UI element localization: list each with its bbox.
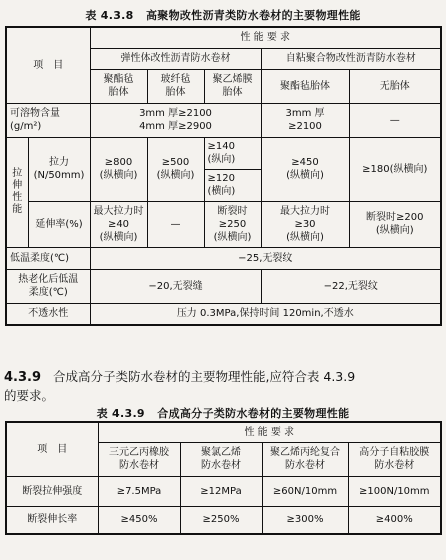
tension-value-a: ≥800 (纵横向): [90, 137, 147, 201]
tension-value-b: ≥500 (纵横向): [147, 137, 204, 201]
clause-4-3-9: [4, 368, 442, 405]
tension-value-c-transverse: ≥120 (横向): [204, 169, 261, 201]
table2-caption-title: 合成高分子类防水卷材的主要物理性能: [157, 407, 350, 420]
table-4-3-9: [5, 421, 442, 535]
elongation-value-c: 断裂时 ≥250 (纵横向): [204, 201, 261, 247]
tensile-strength-label: 断裂拉伸强度: [6, 476, 98, 506]
elongation-at-break-selfadhesive: ≥400%: [348, 506, 441, 534]
impermeability-value: 压力 0.3MPa,保持时间 120min,不透水: [90, 303, 441, 325]
table2-item-header: 项 目: [6, 422, 98, 476]
table1-col-polyester: 聚酯毡 胎体: [90, 69, 147, 103]
tensile-strength-selfadhesive: ≥100N/10mm: [348, 476, 441, 506]
elongation-label: 延伸率(%): [28, 201, 90, 247]
tension-value-c-longitudinal: ≥140 (纵向): [204, 137, 261, 169]
table1-col-glassfiber: 玻纤毡 胎体: [147, 69, 204, 103]
elongation-value-a: 最大拉力时 ≥40 (纵横向): [90, 201, 147, 247]
tension-label: 拉力 (N/50mm): [28, 137, 90, 201]
elongation-at-break-epdm: ≥450%: [98, 506, 180, 534]
tensile-strength-epdm: ≥7.5MPa: [98, 476, 180, 506]
soluble-content-label: 可溶物含量(g/m²): [6, 103, 90, 137]
elongation-value-e: 断裂时≥200 (纵横向): [349, 201, 441, 247]
elongation-at-break-label: 断裂伸长率: [6, 506, 98, 534]
table2-col-polymer-selfadhesive: 高分子自粘胶膜 防水卷材: [348, 442, 441, 476]
table1-item-header: 项 目: [6, 27, 90, 103]
low-temp-flexibility-label: 低温柔度(℃): [6, 247, 90, 269]
table1-caption-title: 高聚物改性沥青类防水卷材的主要物理性能: [145, 9, 361, 22]
tensile-properties-group-label: 拉 伸 性 能: [6, 137, 28, 247]
heat-aging-value-abc: −20,无裂缝: [90, 269, 261, 303]
table2-requirements-header: 性 能 要 求: [98, 422, 441, 442]
clause-text-line1: 合成高分子类防水卷材的主要物理性能,应符合表 4.3.9: [52, 369, 356, 384]
tensile-strength-pe-pp: ≥60N/10mm: [262, 476, 348, 506]
soluble-content-value-e: —: [349, 103, 441, 137]
table2-caption-number: 表 4.3.9: [96, 407, 145, 420]
table-4-3-8: [5, 26, 442, 326]
table1-group-b-header: 自粘聚合物改性沥青防水卷材: [261, 48, 441, 69]
impermeability-label: 不透水性: [6, 303, 90, 325]
soluble-content-value-a: 3mm 厚≥2100 4mm 厚≥2900: [90, 103, 261, 137]
table2-col-epdm: 三元乙丙橡胶 防水卷材: [98, 442, 180, 476]
table1-caption: [0, 7, 446, 23]
clause-text-line2: 的要求。: [4, 388, 55, 403]
elongation-value-b: —: [147, 201, 204, 247]
table2-col-pe-pp-composite: 聚乙烯丙纶复合 防水卷材: [262, 442, 348, 476]
table1-col-no-base: 无胎体: [349, 69, 441, 103]
table1-requirements-header: 性 能 要 求: [90, 27, 441, 48]
soluble-content-value-d: 3mm 厚 ≥2100: [261, 103, 349, 137]
table1-col-polyethylene: 聚乙烯膜 胎体: [204, 69, 261, 103]
table2-caption: [0, 405, 446, 421]
elongation-at-break-pvc: ≥250%: [180, 506, 262, 534]
elongation-value-d: 最大拉力时 ≥30 (纵横向): [261, 201, 349, 247]
table2-col-pvc: 聚氯乙烯 防水卷材: [180, 442, 262, 476]
low-temp-flexibility-value: −25,无裂纹: [90, 247, 441, 269]
elongation-at-break-pe-pp: ≥300%: [262, 506, 348, 534]
tension-value-e: ≥180(纵横向): [349, 137, 441, 201]
table1-group-a-header: 弹性体改性沥青防水卷材: [90, 48, 261, 69]
tension-value-d: ≥450 (纵横向): [261, 137, 349, 201]
table1-caption-number: 表 4.3.8: [85, 9, 134, 22]
tensile-strength-pvc: ≥12MPa: [180, 476, 262, 506]
table1-col-selfadhesive-polyester: 聚酯毡胎体: [261, 69, 349, 103]
clause-number: 4.3.9: [4, 370, 42, 385]
heat-aging-label: 热老化后低温 柔度(℃): [6, 269, 90, 303]
heat-aging-value-de: −22,无裂纹: [261, 269, 441, 303]
